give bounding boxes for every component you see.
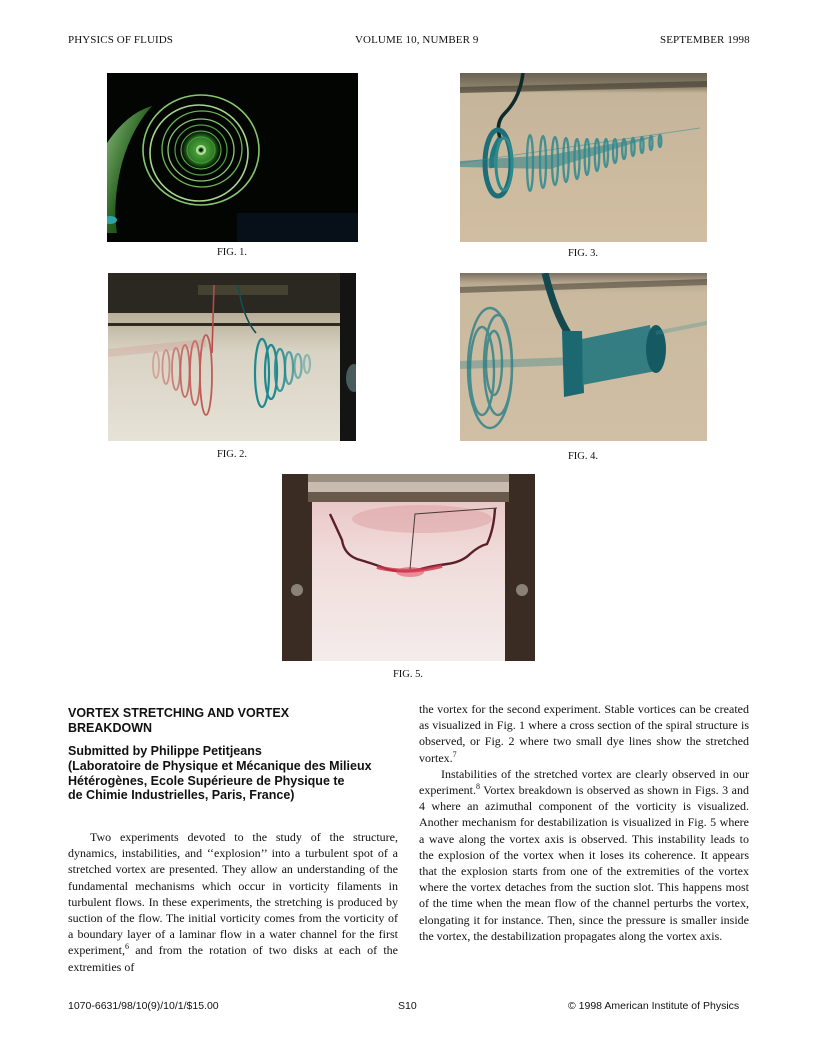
p1-text-a: Two experiments devoted to the study of the structure, dynamics, instabilities, and ‘‘explosion’’ into a turbulent spot of a stretched vortex are presented. They allow an understanding of the fundamental mechanisms which occur in vorticity filaments in turbulent flows. In these experiments, the stretching is produced by suction of the flow. The initial vorticity comes from the vorticity of a boundary layer of a laminar flow in a water channel for the first experiment, (68, 830, 398, 958)
figure-1-caption: FIG. 1. (216, 247, 248, 258)
paragraph-1-tail (419, 701, 749, 766)
title-line-2: BREAKDOWN (68, 721, 153, 735)
p2-text-a: Instabilities of the stretched vortex are clearly observed in our experiment. (419, 766, 749, 798)
figure-4-image (460, 273, 707, 441)
footer-copyright: © 1998 American Institute of Physics (568, 1000, 740, 1012)
reference-7[interactable]: 7 (452, 749, 457, 759)
journal-name: PHYSICS OF FLUIDS (68, 34, 174, 46)
paragraph-1 (68, 829, 398, 975)
p1-text-b: and from the rotation of two disks at each of the extremities of (68, 943, 398, 974)
paragraph-2 (419, 766, 749, 944)
byline-affiliation-1: (Laboratoire de Physique et Mécanique des Milieux (68, 758, 372, 773)
figure-1-image (107, 73, 358, 242)
figure-2-image (108, 273, 356, 441)
p2-text-b: Vortex breakdown is observed as shown in Figs. 3 and 4 where an azimuthal component of the vorticity is visualized. Another mechanism for destabilization is visualized in Fig. 5 where a wave along the vortex axis is observed. This instability leads to the explosion of the vortex when it loses its coherence. It appears that the explosion starts from one of the extremities of the vortex where the vortex detaches from the suction slot. This happens most of the time when the mean flow of the channel perturbs the vortex, elongating it for instance. Then, since the pressure is smaller inside the vortex, the destabilization propagates along the vortex axis. (419, 783, 749, 943)
article-byline (68, 744, 408, 803)
article-title (68, 706, 398, 736)
title-line-1: VORTEX STRETCHING AND VORTEX (68, 706, 290, 720)
footer-code: 1070-6631/98/10(9)/10/1/$15.00 (68, 1000, 219, 1012)
figure-5-image (282, 474, 535, 661)
byline-author: Submitted by Philippe Petitjeans (68, 744, 262, 758)
figure-2-caption: FIG. 2. (216, 449, 248, 460)
byline-affiliation-3: de Chimie Industrielles, Paris, France) (68, 788, 295, 803)
volume-number: VOLUME 10, NUMBER 9 (355, 34, 479, 46)
figure-3-image (460, 73, 707, 242)
figure-5-caption: FIG. 5. (392, 669, 424, 680)
byline-affiliation-2: Hétérogènes, Ecole Supérieure de Physique te (68, 773, 345, 788)
body-column-right-text (419, 701, 749, 944)
reference-8[interactable]: 8 (475, 782, 480, 792)
figure-3-caption: FIG. 3. (567, 248, 599, 259)
issue-date: SEPTEMBER 1998 (660, 34, 750, 46)
footer-page-number: S10 (398, 1000, 417, 1012)
body-column-left (68, 829, 398, 981)
figure-4-caption: FIG. 4. (567, 451, 599, 462)
p1-tail: the vortex for the second experiment. Stable vortices can be created as visualized in Fig. 1 where a cross section of the spiral structure is observed, or Fig. 2 where two small dye lines show the stretched vortex. (419, 702, 749, 765)
reference-6[interactable]: 6 (124, 942, 129, 952)
